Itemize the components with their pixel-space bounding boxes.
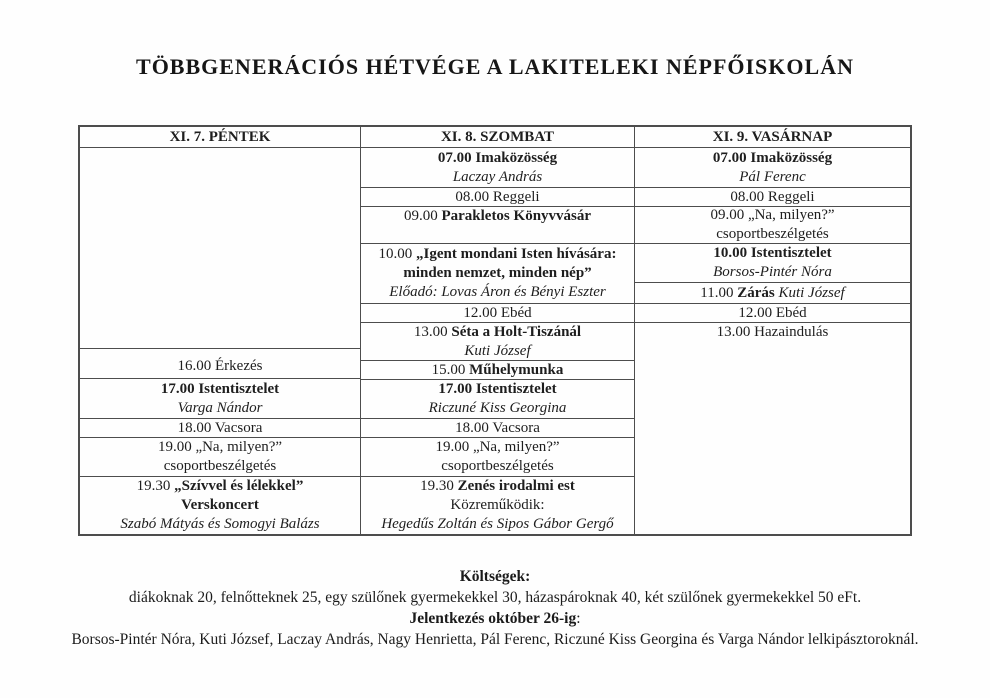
schedule-entry-line xyxy=(178,357,263,376)
schedule-entry-segment: 17.00 Istentisztelet xyxy=(160,380,280,397)
schedule-cell xyxy=(361,419,634,438)
schedule-entry-line xyxy=(420,477,575,496)
schedule-entry-line xyxy=(178,399,263,418)
schedule-cell xyxy=(80,477,360,534)
schedule-cell xyxy=(361,148,634,188)
schedule-entry-line xyxy=(710,207,834,225)
schedule-entry-line xyxy=(730,188,814,207)
schedule-cell xyxy=(80,438,360,477)
schedule-entry-line xyxy=(450,496,544,515)
schedule-entry-segment: Kuti József xyxy=(778,284,845,301)
schedule-entry-segment: Kuti József xyxy=(464,342,531,359)
schedule-entry-segment: csoportbeszélgetés xyxy=(716,226,829,242)
schedule-cell xyxy=(361,438,634,477)
schedule-entry-line xyxy=(403,264,591,283)
schedule-entry-line xyxy=(414,323,581,342)
schedule-entry-segment: csoportbeszélgetés xyxy=(163,458,277,474)
schedule-entry-segment: 08.00 Reggeli xyxy=(455,188,540,205)
schedule-entry-line xyxy=(158,438,282,457)
schedule-entry-segment: „Szívvel és lélekkel” xyxy=(174,478,304,494)
schedule-entry-segment: 09.00 xyxy=(403,208,442,224)
schedule-entry-segment: Előadó: Lovas Áron és Bényi Eszter xyxy=(389,284,606,300)
schedule-cell xyxy=(361,207,634,244)
schedule-cell xyxy=(361,304,634,323)
column-sunday xyxy=(634,127,910,534)
schedule-entry-segment: csoportbeszélgetés xyxy=(441,458,554,474)
schedule-entry-segment: Műhelymunka xyxy=(469,361,564,378)
column-saturday xyxy=(360,127,634,534)
schedule-cell xyxy=(80,419,360,438)
schedule-entry-segment: 17.00 Istentisztelet xyxy=(438,381,557,397)
schedule-entry-segment: Riczuné Kiss Georgina xyxy=(428,400,567,416)
schedule-entry-segment: 16.00 Érkezés xyxy=(177,358,263,374)
schedule-cell xyxy=(635,323,910,534)
registration-heading-colon: : xyxy=(576,610,581,627)
schedule-entry-line xyxy=(181,496,259,515)
schedule-entry-line xyxy=(435,438,559,457)
schedule-entry-segment: 07.00 Imaközösség xyxy=(437,149,558,166)
schedule-cell xyxy=(635,304,910,323)
schedule-entry-line xyxy=(739,168,806,187)
schedule-entry-line xyxy=(404,207,591,226)
schedule-cell xyxy=(80,148,360,349)
schedule-entry-segment: 10.00 Istentisztelet xyxy=(713,245,832,261)
schedule-entry-segment: 13.00 xyxy=(413,323,452,340)
schedule-entry-line xyxy=(438,380,556,399)
schedule-cell xyxy=(361,380,634,419)
schedule-cell xyxy=(635,244,910,283)
schedule-table xyxy=(78,125,912,536)
schedule-entry-line xyxy=(463,304,531,323)
schedule-entry-segment: 09.00 „Na, milyen?” xyxy=(710,207,835,223)
schedule-cell xyxy=(635,148,910,188)
schedule-entry-line xyxy=(738,304,806,323)
schedule-entry-line xyxy=(464,342,530,361)
schedule-entry-segment: 11.00 xyxy=(700,284,738,301)
costs-line: diákoknak 20, felnőtteknek 25, egy szülőnek gyermekekkel 30, házaspároknak 40, két szülőnek gyermekekkel 50 eFt. xyxy=(128,589,862,606)
contacts-line: Borsos-Pintér Nóra, Kuti József, Laczay András, Nagy Henrietta, Pál Ferenc, Riczuné Kiss Georgina és Varga Nándor lelkipásztoroknál. xyxy=(71,631,919,648)
schedule-entry-segment: Zenés irodalmi est xyxy=(457,478,575,494)
schedule-entry-line xyxy=(716,225,828,244)
schedule-entry-segment: Szabó Mátyás és Somogyi Balázs xyxy=(120,516,320,532)
schedule-entry-line xyxy=(441,457,553,476)
schedule-entry-line xyxy=(713,149,832,168)
schedule-cell xyxy=(80,379,360,419)
schedule-entry-segment: Verskoncert xyxy=(181,497,259,513)
schedule-entry-line xyxy=(713,244,831,263)
schedule-entry-segment: 10.00 xyxy=(378,246,417,262)
schedule-cell xyxy=(361,361,634,380)
registration-heading-text: Jelentkezés október 26-ig xyxy=(409,610,577,627)
registration-heading xyxy=(0,608,990,629)
schedule-entry-line xyxy=(455,188,539,207)
schedule-entry-segment: Zárás xyxy=(737,284,775,301)
column-header-saturday: XI. 8. SZOMBAT xyxy=(361,127,634,148)
schedule-entry-segment: 12.00 Ebéd xyxy=(738,304,807,321)
schedule-entry-segment: 18.00 Vacsora xyxy=(455,419,540,436)
schedule-entry-segment: 07.00 Imaközösség xyxy=(712,149,833,166)
schedule-entry-segment: 08.00 Reggeli xyxy=(730,188,815,205)
schedule-entry-segment: Közreműködik: xyxy=(450,497,545,513)
schedule-entry-segment: 12.00 Ebéd xyxy=(463,304,532,321)
document-title: TÖBBGENERÁCIÓS HÉTVÉGE A LAKITELEKI NÉPFŐISKOLÁN xyxy=(136,54,854,79)
schedule-entry-line xyxy=(700,284,844,303)
schedule-entry-line xyxy=(455,419,540,438)
schedule-entry-line xyxy=(137,477,304,496)
schedule-entry-segment: 19.30 xyxy=(136,478,175,494)
schedule-entry-segment: Séta a Holt-Tiszánál xyxy=(451,323,582,340)
column-header-friday: XI. 7. PÉNTEK xyxy=(80,127,360,148)
schedule-cell xyxy=(635,283,910,304)
schedule-entry-line xyxy=(432,361,564,380)
schedule-entry-segment: Varga Nándor xyxy=(177,399,263,416)
schedule-entry-line xyxy=(389,283,606,302)
schedule-entry-line xyxy=(429,399,567,418)
schedule-entry-line xyxy=(438,149,557,168)
schedule-cell xyxy=(635,188,910,207)
schedule-entry-segment: 13.00 Hazaindulás xyxy=(716,324,829,340)
schedule-cell xyxy=(361,188,634,207)
schedule-entry-line xyxy=(379,245,617,264)
schedule-entry-line xyxy=(164,457,276,476)
schedule-entry-segment: Laczay András xyxy=(452,168,543,185)
column-header-sunday: XI. 9. VASÁRNAP xyxy=(635,127,910,148)
schedule-entry-segment: 15.00 xyxy=(431,361,470,378)
schedule-cell xyxy=(361,477,634,534)
column-friday xyxy=(80,127,360,534)
schedule-entry-line xyxy=(713,263,832,282)
schedule-entry-line xyxy=(120,515,319,534)
schedule-entry-segment: minden nemzet, minden nép” xyxy=(403,265,592,281)
schedule-entry-segment: Pál Ferenc xyxy=(739,168,806,185)
schedule-cell xyxy=(635,207,910,244)
schedule-entry-line xyxy=(717,323,829,342)
schedule-entry-line xyxy=(381,515,613,534)
schedule-cell xyxy=(361,244,634,304)
schedule-entry-line xyxy=(453,168,542,187)
schedule-entry-line xyxy=(161,380,279,399)
schedule-entry-segment: 19.00 „Na, milyen?” xyxy=(157,439,283,455)
schedule-entry-segment: Borsos-Pintér Nóra xyxy=(713,264,832,280)
schedule-cell xyxy=(361,323,634,361)
schedule-cell xyxy=(80,349,360,379)
schedule-entry-segment: 19.30 xyxy=(420,478,458,494)
schedule-entry-segment: „Igent mondani Isten hívására: xyxy=(416,246,617,262)
footer-section xyxy=(0,566,990,650)
costs-heading: Költségek: xyxy=(459,568,531,585)
schedule-entry-segment: 18.00 Vacsora xyxy=(177,419,263,436)
schedule-entry-line xyxy=(178,419,263,438)
schedule-entry-segment: 19.00 „Na, milyen?” xyxy=(435,439,560,455)
schedule-entry-segment: Parakletos Könyvvásár xyxy=(441,208,592,224)
schedule-entry-segment: Hegedűs Zoltán és Sipos Gábor Gergő xyxy=(381,516,614,532)
